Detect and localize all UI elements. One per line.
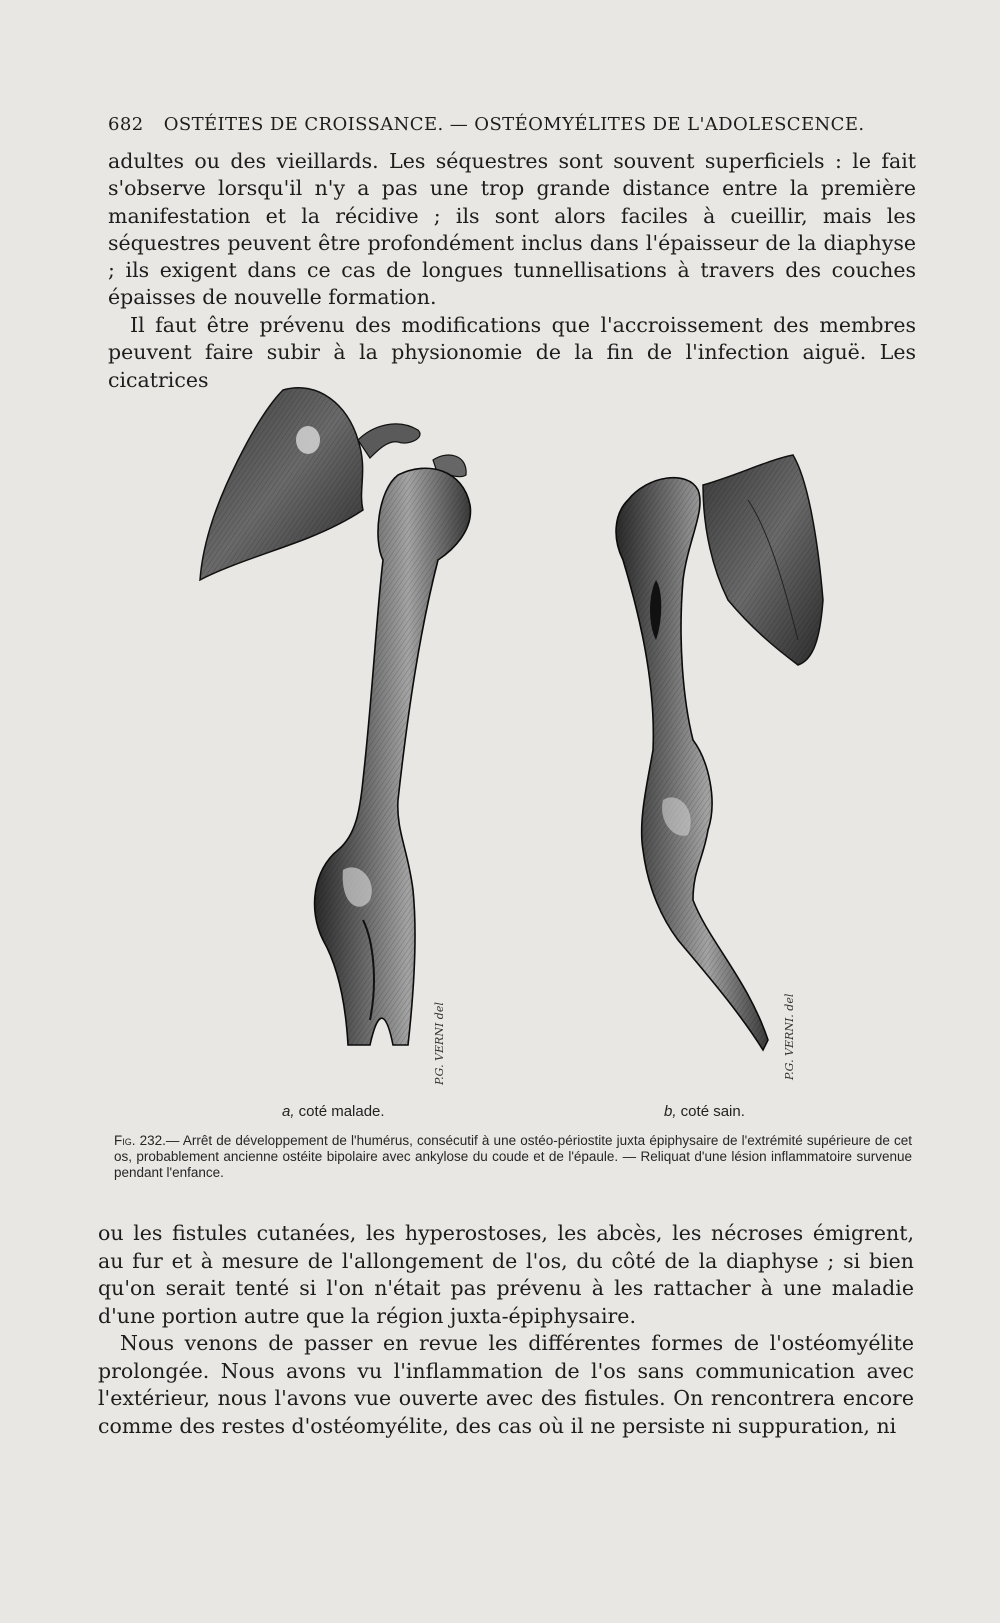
figure-label-a-letter: a, bbox=[282, 1103, 295, 1120]
engraver-signature-a: P.G. VERNI del bbox=[433, 1002, 446, 1085]
figure-humerus-illustration bbox=[108, 380, 918, 1120]
figure-label-a bbox=[282, 1103, 385, 1120]
figure-label-a-text: coté malade. bbox=[294, 1103, 385, 1120]
figure-caption-text: — Arrêt de développement de l'humérus, consécutif à une ostéo-périostite juxta épiphysaire de l'extrémité supérieure de cet os, probablement ancienne ostéite bipolaire avec ankylose du coude et de l'épaule. — Reliquat d'une lésion inflammatoire survenue pendant l'enfance. bbox=[114, 1133, 912, 1180]
right-scapula bbox=[703, 455, 823, 665]
figure-label-b-text: coté sain. bbox=[676, 1103, 745, 1120]
figure-label-b-letter: b, bbox=[664, 1103, 677, 1120]
bone-engraving bbox=[108, 380, 918, 1120]
paragraph-fistules: ou les fistules cutanées, les hyperostoses, les abcès, les nécroses émigrent, au fur et à mesure de l'allongement de l'os, du côté de la diaphyse ; si bien qu'on serait tenté si l'on n'était pas prévenu à les rattacher à une maladie d'une portion autre que la région juxta-épiphysaire. bbox=[98, 1221, 914, 1328]
paragraph-modifications: Il faut être prévenu des modifications que l'accroissement des membres peuvent faire subir à la physionomie de la fin de l'infection aiguë. Les cicatrices bbox=[108, 313, 916, 392]
running-title: OSTÉITES DE CROISSANCE. — OSTÉOMYÉLITES DE L'ADOLESCENCE. bbox=[163, 114, 865, 135]
figure-caption bbox=[114, 1133, 912, 1181]
page-number: 682 bbox=[108, 114, 144, 135]
paragraph-revue: Nous venons de passer en revue les différentes formes de l'ostéomyélite prolongée. Nous avons vu l'inflammation de l'os sans communication avec l'extérieur, nous l'avons vue ouverte avec des fistules. On rencontrera encore comme des restes d'ostéomyélite, des cas où il ne persiste ni suppuration, ni bbox=[98, 1331, 914, 1438]
engraver-signature-b: P.G. VERNI. del bbox=[783, 993, 796, 1080]
figure-caption-label: Fig. 232. bbox=[114, 1133, 166, 1148]
left-humerus bbox=[315, 468, 471, 1045]
figure-label-b bbox=[664, 1103, 745, 1120]
running-header bbox=[108, 114, 916, 135]
paragraph-sequestres: adultes ou des vieillards. Les séquestres sont souvent superficiels : le fait s'observe lorsqu'il n'y a pas une trop grande distance entre la première manifestation et la récidive ; ils sont alors faciles à cueillir, mais les séquestres peuvent être profondément inclus dans l'épaisseur de la diaphyse ; ils exigent dans ce cas de longues tunnellisations à travers des couches épaisses de nouvelle formation. bbox=[108, 149, 916, 310]
